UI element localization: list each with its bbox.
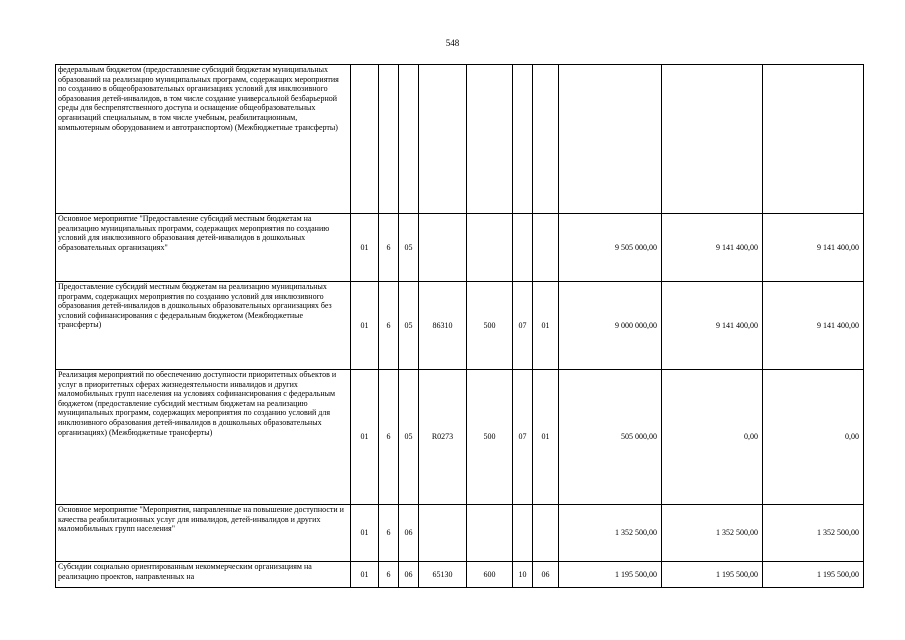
code-direction: [419, 505, 467, 562]
code-subprogram: 6: [379, 370, 399, 505]
page-number: 548: [445, 38, 460, 48]
row-description: Предоставление субсидий местным бюджетам на реализацию муниципальных программ, содержащих мероприятия по созданию условий для инклюзивного образования детей-инвалидов в дошкольных образовательных организациях без условий софинансирования с федеральным бюджетом (Межбюджетные трансферты): [56, 282, 351, 370]
code-direction: [419, 214, 467, 282]
code-direction: 65130: [419, 562, 467, 588]
row-description: Основное мероприятие "Мероприятия, направленные на повышение доступности и качества реабилитационных услуг для инвалидов, детей-инвалидов и других маломобильных групп населения": [56, 505, 351, 562]
code-subprogram: [379, 65, 399, 214]
code-event: 05: [399, 370, 419, 505]
code-program: 01: [351, 370, 379, 505]
row-description: Реализация мероприятий по обеспечению доступности приоритетных объектов и услуг в приоритетных сферах жизнедеятельности инвалидов и других маломобильных групп населения на условиях софинансирования с федеральным бюджетом (предоставление субсидий местным бюджетам на реализацию муниципальных программ, содержащих мероприятия по созданию условий для инклюзивного образования детей-инвалидов в дошкольных образовательных организациях) (Межбюджетные трансферты): [56, 370, 351, 505]
amount-year-2: 0,00: [662, 370, 763, 505]
table-row: [56, 282, 864, 370]
amount-year-2: 9 141 400,00: [662, 282, 763, 370]
code-expense-type: [467, 65, 513, 214]
code-subsection: [533, 214, 559, 282]
table-row: [56, 65, 864, 214]
table-row: [56, 505, 864, 562]
code-program: 01: [351, 562, 379, 588]
code-section: 07: [513, 370, 533, 505]
code-event: 05: [399, 282, 419, 370]
code-direction: [419, 65, 467, 214]
code-subprogram: 6: [379, 505, 399, 562]
amount-year-2: 9 141 400,00: [662, 214, 763, 282]
amount-year-1: 9 505 000,00: [559, 214, 662, 282]
amount-year-3: 1 195 500,00: [763, 562, 864, 588]
code-subprogram: 6: [379, 282, 399, 370]
code-section: [513, 505, 533, 562]
code-event: [399, 65, 419, 214]
code-event: 06: [399, 562, 419, 588]
amount-year-2: 1 352 500,00: [662, 505, 763, 562]
amount-year-3: 1 352 500,00: [763, 505, 864, 562]
amount-year-2: 1 195 500,00: [662, 562, 763, 588]
code-section: 10: [513, 562, 533, 588]
row-description: Основное мероприятие "Предоставление субсидий местным бюджетам на реализацию муниципальных программ, содержащих мероприятия по созданию условий для инклюзивного образования детей-инвалидов в дошкольных образовательных организациях": [56, 214, 351, 282]
code-subsection: 01: [533, 282, 559, 370]
amount-year-1: 505 000,00: [559, 370, 662, 505]
code-subsection: 06: [533, 562, 559, 588]
code-expense-type: 500: [467, 370, 513, 505]
budget-table: [55, 64, 864, 588]
code-program: 01: [351, 214, 379, 282]
amount-year-3: 9 141 400,00: [763, 214, 864, 282]
code-subsection: 01: [533, 370, 559, 505]
code-event: 05: [399, 214, 419, 282]
code-section: 07: [513, 282, 533, 370]
amount-year-3: [763, 65, 864, 214]
code-subsection: [533, 65, 559, 214]
amount-year-1: 1 352 500,00: [559, 505, 662, 562]
amount-year-2: [662, 65, 763, 214]
code-expense-type: [467, 505, 513, 562]
amount-year-1: 1 195 500,00: [559, 562, 662, 588]
code-section: [513, 214, 533, 282]
code-expense-type: [467, 214, 513, 282]
table-row: [56, 562, 864, 588]
code-program: 01: [351, 505, 379, 562]
row-description: федеральным бюджетом (предоставление субсидий бюджетам муниципальных образований на реализацию муниципальных программ, содержащих мероприятия по созданию в общеобразовательных организациях условий для инклюзивного образования детей-инвалидов, в том числе создание универсальной безбарьерной среды для беспрепятственного доступа и оснащение общеобразовательных организаций специальным, в том числе учебным, реабилитационным, компьютерным оборудованием и автотранспортом) (Межбюджетные трансферты): [56, 65, 351, 214]
amount-year-3: 0,00: [763, 370, 864, 505]
amount-year-3: 9 141 400,00: [763, 282, 864, 370]
code-expense-type: 500: [467, 282, 513, 370]
code-program: 01: [351, 282, 379, 370]
code-direction: 86310: [419, 282, 467, 370]
code-program: [351, 65, 379, 214]
row-description: Субсидии социально ориентированным некоммерческим организациям на реализацию проектов, направленных на: [56, 562, 351, 588]
code-direction: R0273: [419, 370, 467, 505]
code-subprogram: 6: [379, 562, 399, 588]
table-row: [56, 370, 864, 505]
table-row: [56, 214, 864, 282]
code-event: 06: [399, 505, 419, 562]
code-expense-type: 600: [467, 562, 513, 588]
code-section: [513, 65, 533, 214]
amount-year-1: 9 000 000,00: [559, 282, 662, 370]
code-subsection: [533, 505, 559, 562]
amount-year-1: [559, 65, 662, 214]
code-subprogram: 6: [379, 214, 399, 282]
